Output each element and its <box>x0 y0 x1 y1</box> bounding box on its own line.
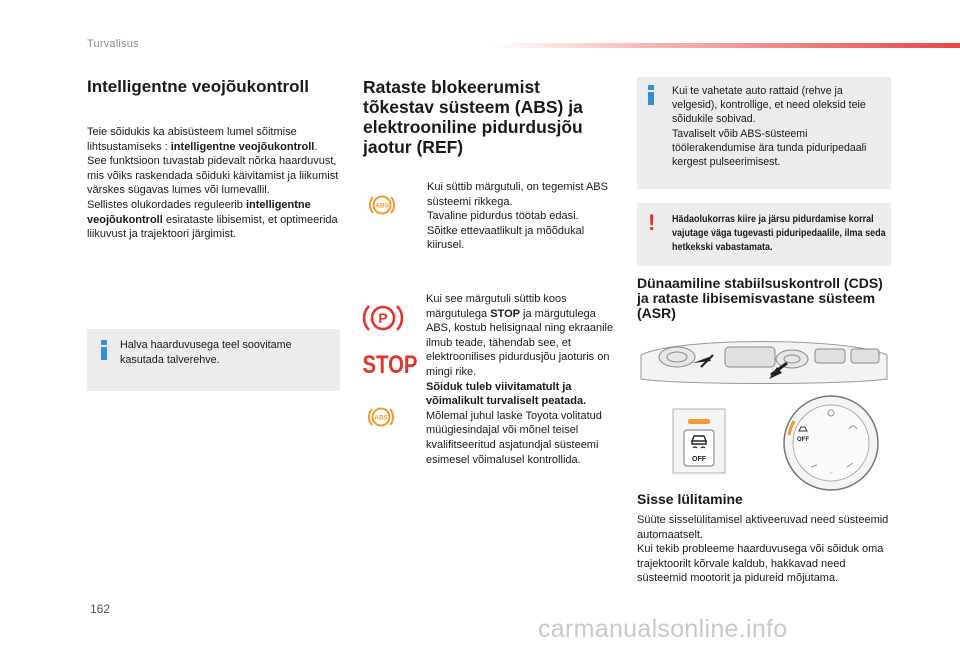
drive-mode-dial <box>781 393 881 493</box>
text-run: Mõlemal juhul laske Toyota volitatud müügiesindajal või mõnel teisel kvalifitseeritud asjatundjal süsteemi esimesel võimalusel kontrollida. <box>426 409 602 466</box>
heading-switching-on: Sisse lülitamine <box>637 491 743 507</box>
stop-icon-label: STOP <box>362 351 418 379</box>
abs-warning-icon-2 <box>366 402 396 432</box>
brake-warning-icon <box>363 300 403 336</box>
header-accent-bar <box>490 43 960 48</box>
stop-warning-icon <box>362 351 418 377</box>
traction-control-paragraph <box>87 125 344 242</box>
heading-abs-ref: Rataste blokeerumist tõkestav süsteem (ABS) ja elektrooniline pidurdusjõu jaotur (REF) <box>363 77 583 157</box>
text-run: intelligentne veojõukontroll <box>87 198 311 226</box>
off-label: OFF <box>692 456 706 463</box>
info-box-tyres-abs-text: Kui te vahetate auto rattaid (rehve ja velgesid), kontrollige, et need oleksid teie sõidukile sobivad. Tavaliselt võib ABS-süsteemi töölerakendumise ära tunda piduripedaali kergest pulseerimisest. <box>672 85 867 169</box>
section-title: Turvalisus <box>87 38 139 50</box>
info-box-winter-tyres-text: Halva haarduvusega teel soovitame kasutada talverehve. <box>120 339 292 366</box>
abs-warning-text: Kui süttib märgutuli, on tegemist ABS süsteemi rikkega. Tavaline pidurdus töötab edasi. Sõitke ettevaatlikult ja mõõdukal kiirusel. <box>427 181 608 252</box>
warning-icon: ! <box>648 210 656 235</box>
warning-box-text: Hädaolukorras kiire ja järsu pidurdamise korral vajutage väga tugevasti piduripedaalile, ilma seda hetkekski vabastamata. <box>672 214 886 253</box>
info-icon <box>101 340 107 360</box>
dial-off-label: OFF <box>797 437 809 443</box>
page-number: 162 <box>90 602 111 616</box>
svg-text:~: ~ <box>829 471 833 477</box>
text-run: Teie sõidukis ka abisüsteem lumel sõitmise lihtsustamiseks : <box>87 126 297 153</box>
abs-icon-label-2: ABS <box>374 414 388 422</box>
abs-icon-label: ABS <box>375 202 389 210</box>
brake-icon-label: P <box>378 310 388 326</box>
text-run: intelligentne veojõukontroll <box>170 140 315 153</box>
abs-warning-icon <box>367 190 397 220</box>
heading-traction-control: Intelligentne veojõukontroll <box>87 77 309 96</box>
switching-on-text: Süüte sisselülitamisel aktiveeruvad need süsteemid automaatselt. Kui tekib probleeme haarduvusega või sõiduk oma trajektoorilt kõrvale kaldub, hakkavad need süsteemid mootorit ja pidureid mõjutama. <box>637 514 889 585</box>
text-run: Sõiduk tuleb viivitamatult ja võimalikult turvaliselt peatada. <box>426 380 587 408</box>
stop-warning-text <box>426 292 618 467</box>
text-run: esirataste libisemist, et optimeerida liikuvust ja trajektoori järgimist. <box>87 213 338 241</box>
dashboard-illustration <box>637 335 891 387</box>
heading-cds-asr: Dünaamiline stabiilsuskontroll (CDS) ja rataste libisemisvastane süsteem (ASR) <box>637 275 883 321</box>
text-run: ja märgutulega ABS, kostub helisignaal ning ekraanile ilmub teade, tähendab see, et elektroonilises pidurdusjõu jaoturis on mingi rike. <box>426 307 614 378</box>
cds-off-button-panel <box>672 408 726 474</box>
text-run: STOP <box>490 307 520 320</box>
watermark: carmanualsonline.info <box>538 615 788 643</box>
text-run: . See funktsioon tuvastab pidevalt nõrka haarduvust, mis võiks raskendada sõiduki käivitamist ja liikumist värskes sügavas lumes või lumevallil. Sellistes olukordades reguleerib <box>87 140 339 211</box>
text-run: Kui see märgutuli süttib koos märgutulega <box>426 293 567 320</box>
info-icon-2 <box>648 85 654 105</box>
